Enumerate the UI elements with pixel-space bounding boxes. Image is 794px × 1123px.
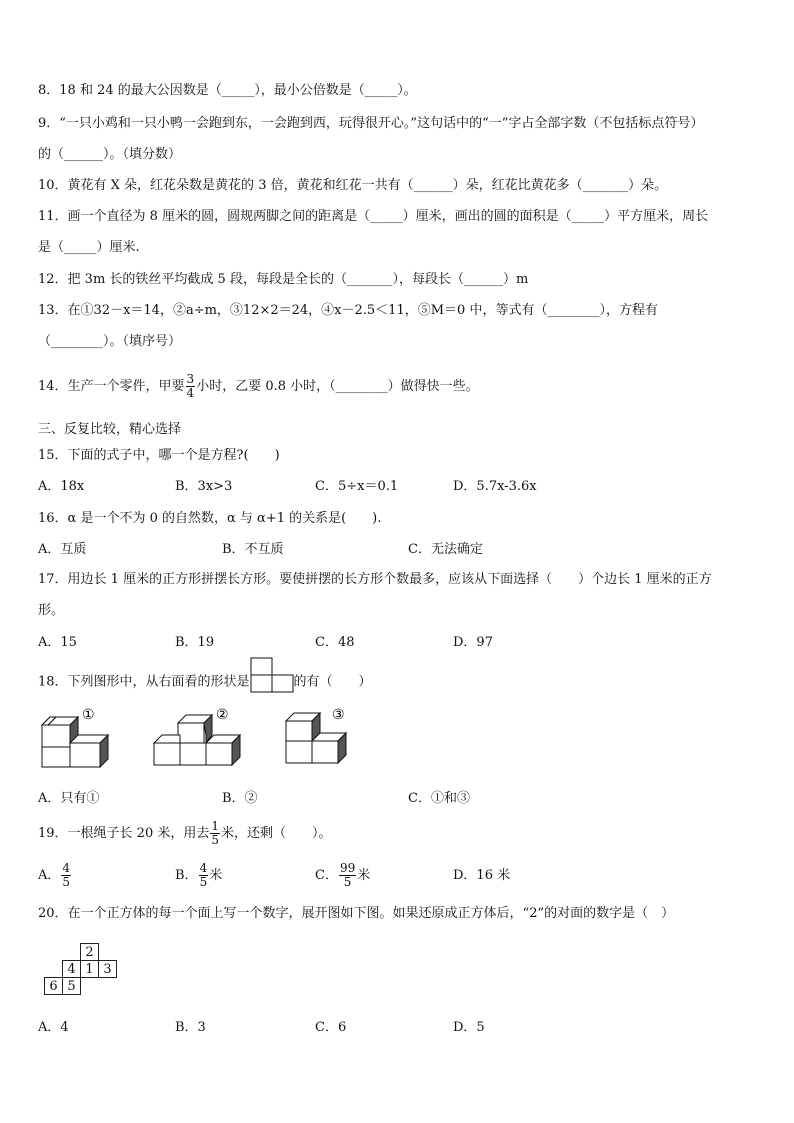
q18-option-c[interactable]: C．①和③ [408,791,470,806]
q19-a-den: 5 [62,875,71,889]
question-20: 20．在一个正方体的每一个面上写一个数字，展开图如下图。如果还原成正方体后，“2”的对面的数字是（ ） [38,906,675,921]
section-3-heading: 三、反复比较，精心选择 [38,422,182,437]
net-face-6: 6 [45,978,63,995]
net-face-2: 2 [81,944,99,961]
q20-option-a[interactable]: A．4 [38,1020,69,1035]
net-face-1: 1 [81,961,99,978]
question-17-line2: 形。 [38,603,65,618]
q19-den: 5 [211,833,219,847]
question-9-line2: 的（______）。（填分数） [38,147,182,162]
q19-b-unit: 米 [209,868,223,883]
q18-option-b[interactable]: B．② [222,791,258,806]
q20-cube-net [44,943,117,995]
question-9-line1: 9．“一只小鸡和一只小鸭一会跑到东，一会跑到西，玩得很开心。”这句话中的“一”字占全部字数（不包括标点符号） [38,116,704,131]
question-11-line2: 是（_____）厘米. [38,240,140,255]
q18-figures [38,705,368,775]
q19-option-b[interactable] [175,858,222,894]
question-19 [38,816,332,852]
question-12: 12．把 3m 长的铁丝平均截成 5 段，每段是全长的（_______），每段长（______）m [38,272,529,287]
q15-option-a[interactable]: A．18x [38,479,85,494]
q19-c-unit: 米 [357,868,371,883]
question-14 [38,369,479,405]
q19-c-label: C． [315,868,338,883]
q19-b-label: B． [175,868,198,883]
q19-c-fraction [339,862,356,889]
question-8: 8．18 和 24 的最大公因数是（_____），最小公倍数是（_____）。 [38,83,417,98]
question-15: 15．下面的式子中，哪一个是方程?( ) [38,448,280,463]
q19-a-num: 4 [62,861,71,875]
q14-text-pre: 14．生产一个零件，甲要 [38,379,185,394]
q14-fraction [186,373,196,400]
figure-1-label: ① [82,707,95,723]
q19-c-den: 5 [343,875,352,889]
q17-option-c[interactable]: C．48 [315,635,355,650]
q18-text-pre: 18．下列图形中，从右面看的形状是 [38,674,250,690]
question-16: 16．α 是一个不为 0 的自然数，α 与 α+1 的关系是( ). [38,511,382,526]
q19-text-pre: 19．一根绳子长 20 米，用去 [38,826,210,841]
q17-option-d[interactable]: D．97 [453,635,493,650]
q20-option-b[interactable]: B．3 [175,1020,206,1035]
q18-option-a[interactable]: A．只有① [38,791,100,806]
q19-b-num: 4 [199,861,208,875]
figure-2-label: ② [216,707,229,723]
q16-option-c[interactable]: C．无法确定 [408,542,483,557]
q19-a-fraction [61,862,71,889]
q19-b-den: 5 [199,875,208,889]
q16-option-b[interactable]: B．不互质 [222,542,284,557]
question-17-line1: 17．用边长 1 厘米的正方形拼摆长方形。要使拼摆的长方形个数最多，应该从下面选择（ ）个边长 1 厘米的正方 [38,572,712,587]
q18-side-view-shape [250,657,294,693]
q19-fraction [210,820,220,847]
q20-option-d[interactable]: D．5 [453,1020,485,1035]
q19-text-post: 米，还剩（ ）。 [221,826,332,841]
question-13-line2: （________）。（填序号） [38,334,182,349]
q15-option-d[interactable]: D．5.7x-3.6x [453,479,537,494]
q15-option-b[interactable]: B．3x>3 [175,479,233,494]
net-face-3: 3 [99,961,117,978]
figure-3-label: ③ [332,707,345,723]
q14-text-post: 小时，乙要 0.8 小时，（________）做得快一些。 [196,379,479,394]
question-10: 10．黄花有 X 朵，红花朵数是黄花的 3 倍，黄花和红花一共有（______）朵，红花比黄花多（_______）朵。 [38,178,668,193]
question-11-line1: 11．画一个直径为 8 厘米的圆，圆规两脚之间的距离是（_____）厘米，画出的圆的面积是（_____）平方厘米，周长 [38,209,709,224]
question-18 [38,671,372,693]
figure-1-cubes [42,717,108,767]
q19-option-d[interactable]: D．16 米 [453,868,511,883]
q20-option-c[interactable]: C．6 [315,1020,347,1035]
q18-text-post: 的有（ ） [293,674,372,690]
question-13-line1: 13．在①32－x＝14，②a÷m，③12×2＝24，④x－2.5＜11，⑤M＝0 中，等式有（________），方程有 [38,303,658,318]
q16-option-a[interactable]: A．互质 [38,542,87,557]
net-face-4: 4 [63,961,81,978]
q17-option-a[interactable]: A．15 [38,635,77,650]
q15-option-c[interactable]: C．5÷x＝0.1 [315,479,399,494]
q17-option-b[interactable]: B．19 [175,635,215,650]
q14-den: 4 [186,386,195,400]
q19-num: 1 [211,819,219,833]
q19-c-num: 99 [339,861,356,875]
q19-b-fraction [199,862,209,889]
q19-option-a[interactable] [38,858,72,894]
q19-option-c[interactable] [315,858,370,894]
q14-num: 3 [186,372,195,386]
net-face-5: 5 [63,978,81,995]
q19-a-label: A． [38,868,61,883]
